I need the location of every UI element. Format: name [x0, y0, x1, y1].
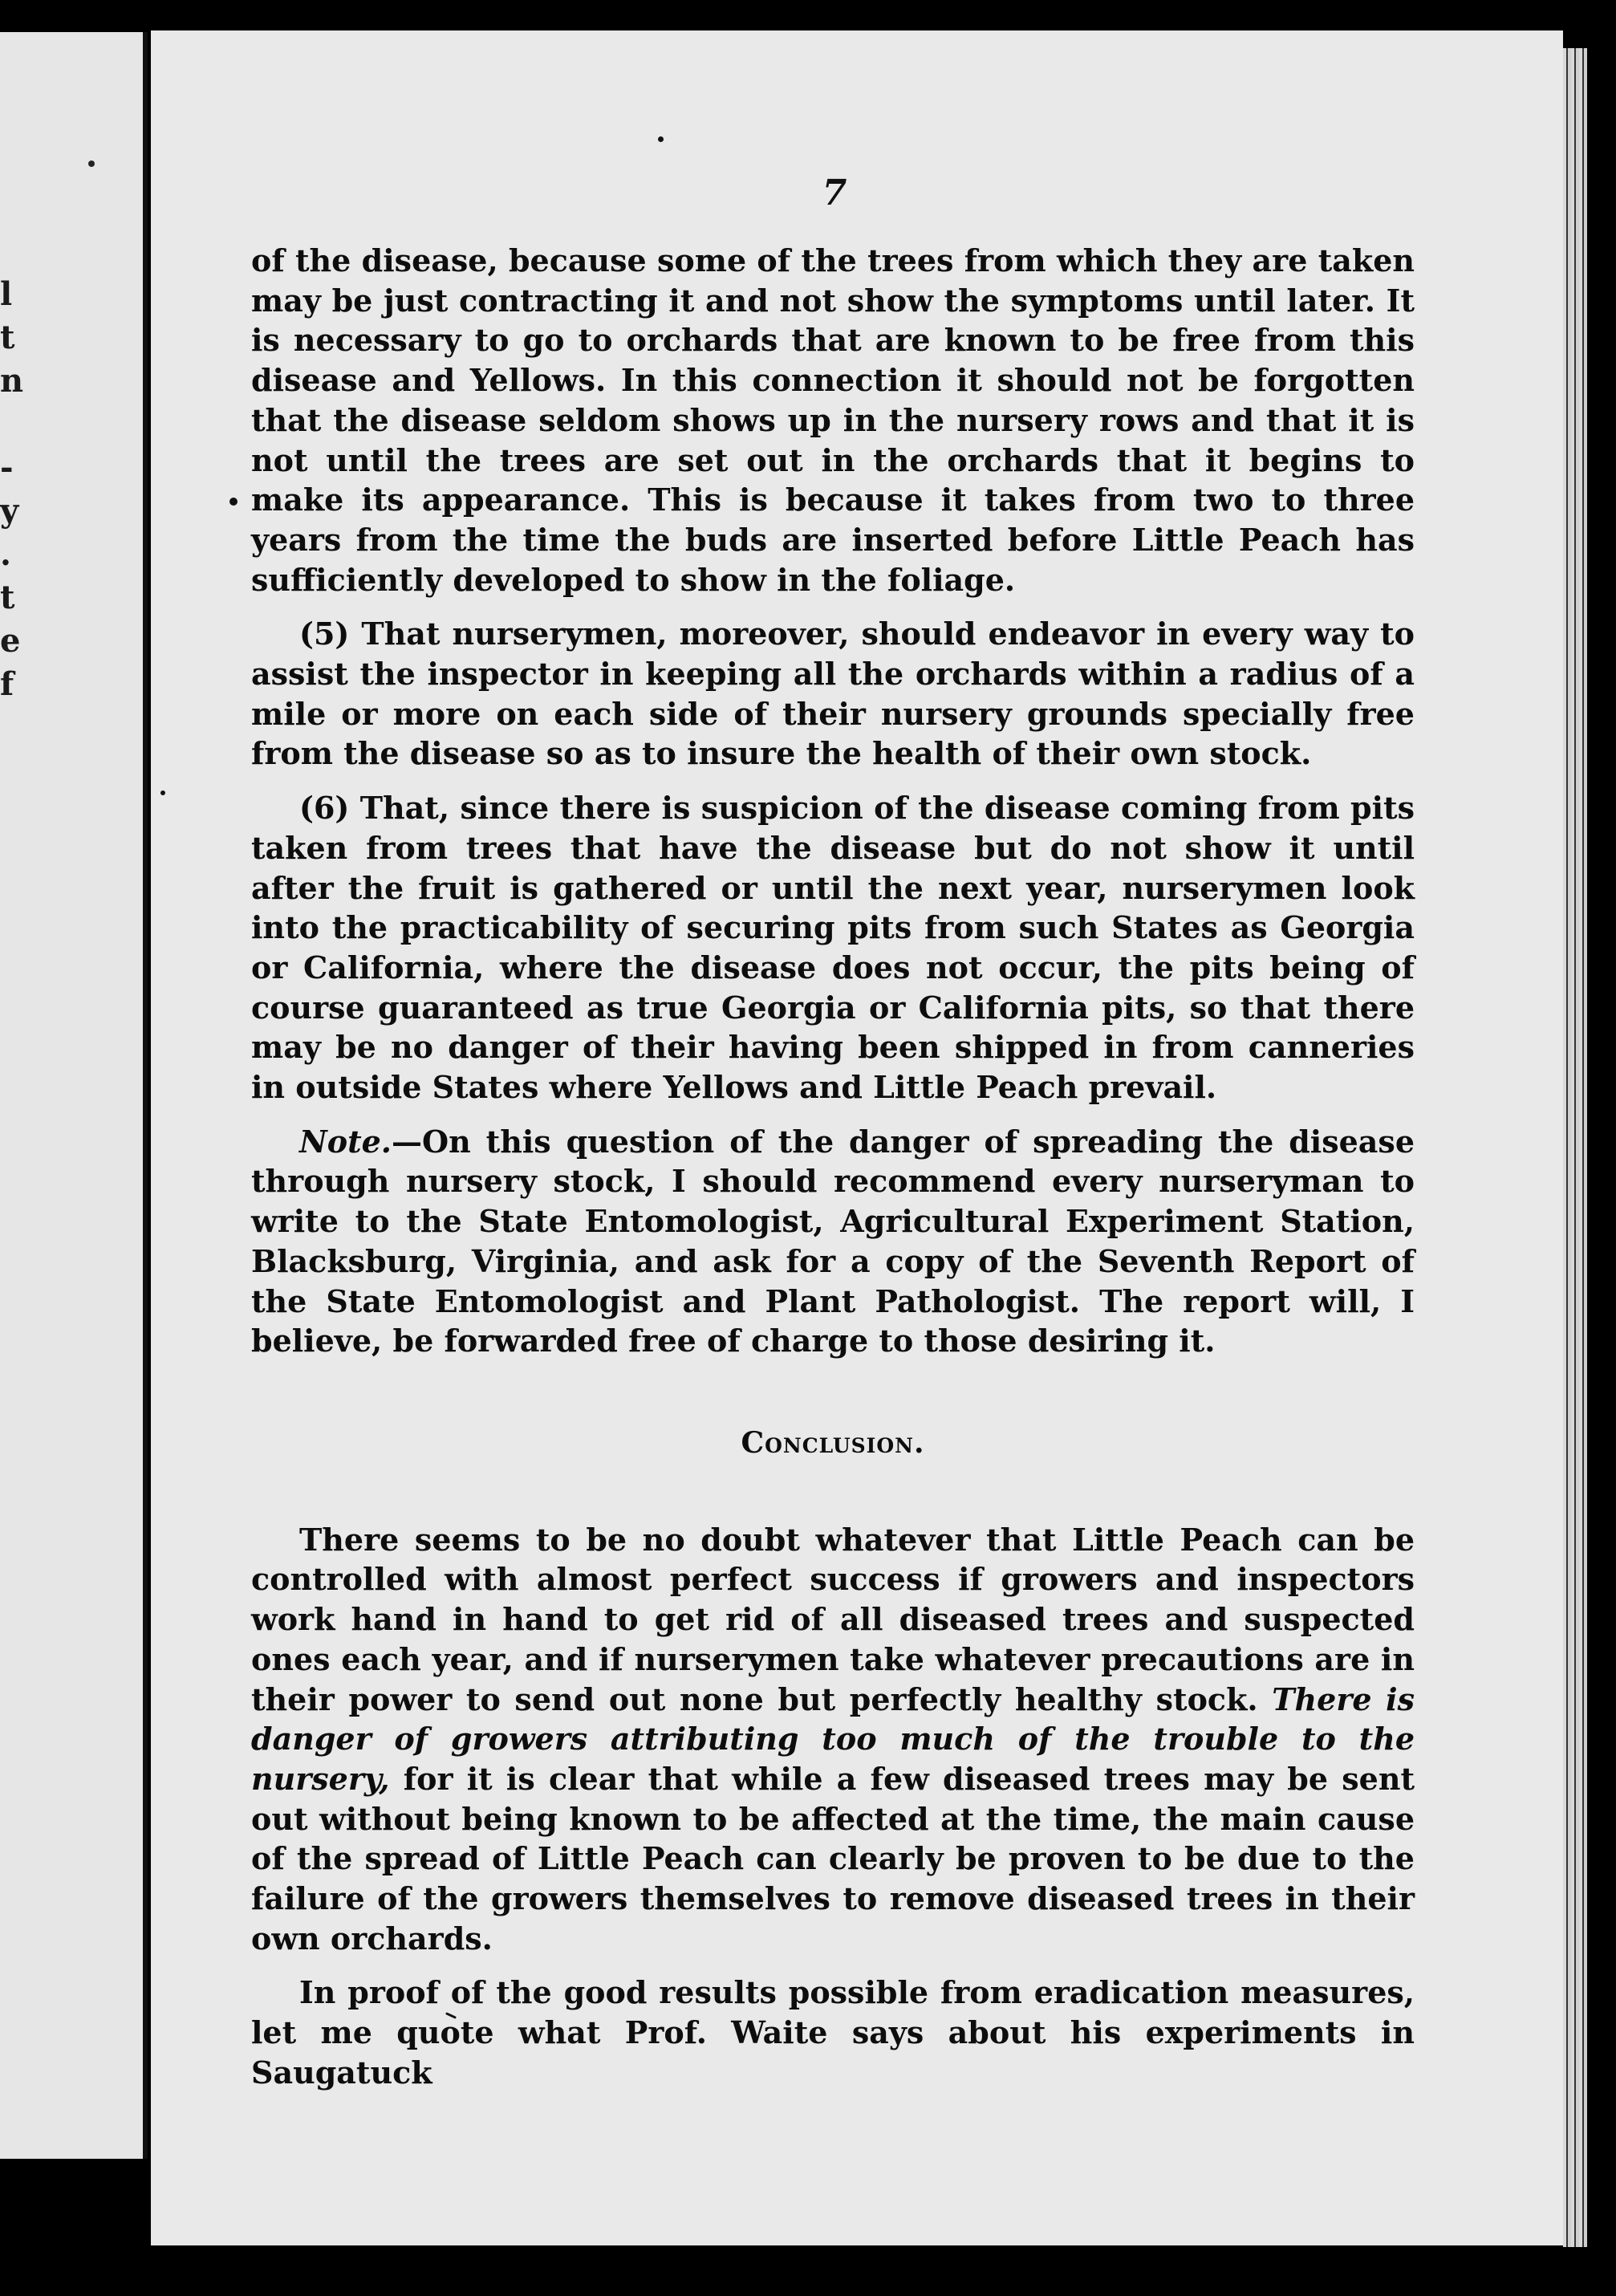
paragraph-point-5: (5) That nurserymen, moreover, should endeavor in every way to assist the inspector in keeping all the orchards within a radius of a mile or more on each side of their nursery grounds specially free from the disease so as to insure the health of their own stock. — [251, 616, 1415, 772]
note-label: Note. — [299, 1123, 392, 1160]
margin-mark — [229, 498, 238, 506]
note-text: —On this question of the danger of spreading the disease through nursery stock, I should recommend every nurseryman to write to the State Entomologist, Agricultural Experiment Station, Blacksburg, Virginia, and ask for a copy of the Seventh Report of the State Entomologist and Plant Pathologist. The report will, I believe, be forwarded free of charge to those desiring it. — [251, 1123, 1415, 1359]
scan-speck — [160, 790, 165, 795]
conclusion-emphasis: There is danger of growers attributing too much of the trouble to the nursery, — [251, 1680, 1415, 1797]
paragraph-continuation: of the disease, because some of the trees from which they are taken may be just contracting it and not show the symptoms until later. It is necessary to go to orchards that are known to be free from this disease and Yellows. In this connection it should not be forgotten that the disease seldom shows up in the nursery rows and that it is not until the trees are set out in the orchards that it begins to make its appearance. This is because it takes from two to three years from the time the buds are inserted before Little Peach has sufficiently developed to show in the foliage. — [251, 242, 1415, 598]
page-stack-edge — [1563, 48, 1587, 2247]
scan-speck — [658, 136, 664, 142]
section-heading: Conclusion. — [741, 1425, 925, 1460]
left-page-edge — [0, 32, 148, 2159]
note-paragraph — [251, 1122, 1415, 1361]
final-paragraph: In proof of the good results possible from eradication measures, let me quote what Prof. Waite says about his experiments in Saugatuck — [251, 1974, 1415, 2091]
left-page-speck — [88, 161, 95, 167]
conclusion-text-start: There seems to be no doubt whatever that Little Peach can be controlled with almost perfect success if growers and inspectors work hand in hand to get rid of all diseased trees and suspected ones each year, and if nurserymen take whatever precautions are in their power to send out none but perfectly healthy stock. — [251, 1521, 1415, 1717]
conclusion-text-end: for it is clear that while a few diseased trees may be sent out without being known to be affected at the time, the main cause of the spread of Little Peach can clearly be proven to be due to the failure of the growers themselves to remove diseased trees in their own orchards. — [251, 1760, 1415, 1957]
body-text — [251, 241, 1415, 2093]
conclusion-paragraph — [251, 1520, 1415, 1959]
left-margin-text-fragments: l t n - y . t e f — [0, 275, 24, 703]
page-number: 7 — [822, 173, 847, 213]
paragraph-point-6: (6) That, since there is suspicion of the disease coming from pits taken from trees that have the disease but do not show it until after the fruit is gathered or until the next year, nurserymen look into the practicability of securing pits from such States as Georgia or California, where the disease does not occur, the pits being of course guaranteed as true Georgia or California pits, so that there may be no danger of their having been shipped in from canneries in outside States where Yellows and Little Peach prevail. — [251, 790, 1415, 1106]
